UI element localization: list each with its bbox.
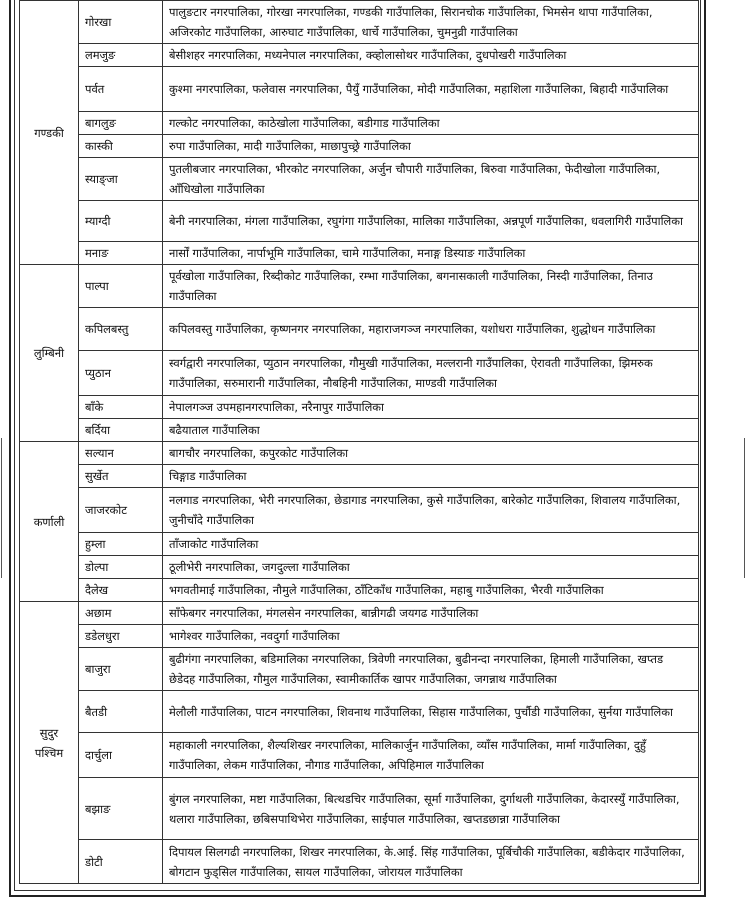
municipalities-cell: साँफेबगर नगरपालिका, मंगलसेन नगरपालिका, बान्नीगढी जयगढ गाउँपालिका	[163, 602, 699, 625]
municipalities-cell: नार्सों गाउँपालिका, नार्पाभूमि गाउँपालिका, चामे गाउँपालिका, मनाङ्ग डिस्याङ गाउँपालिका	[163, 242, 699, 265]
table-body	[20, 1, 699, 884]
table-row	[20, 44, 699, 67]
municipalities-cell: बुढीगंगा नगरपालिका, बडिमालिका नगरपालिका, त्रिवेणी नगरपालिका, बुढीनन्दा नगरपालिका, हिमाली गाउँपालिका, खप्तड छेडेदह गाउँपालिका, गौमुल गाउँपालिका, स्वामीकार्तिक खापर गाउँपालिका, जगन्नाथ गाउँपालिका	[163, 648, 699, 691]
province-cell: लुम्बिनी	[20, 265, 79, 442]
municipalities-cell: दिपायल सिलगढी नगरपालिका, शिखर नगरपालिका, के.आई. सिंह गाउँपालिका, पूर्बिचौकी गाउँपालिका, बडीकेदार गाउँपालिका, बोगटान फुड्सिल गाउँपालिका, सायल गाउँपालिका, जोरायल गाउँपालिका	[163, 840, 699, 884]
table-row	[20, 308, 699, 351]
district-cell: डोटी	[79, 840, 163, 884]
table-row	[20, 602, 699, 625]
table-row	[20, 533, 699, 556]
municipalities-cell: बागचौर नगरपालिका, कपुरकोट गाउँपालिका	[163, 442, 699, 465]
table-row	[20, 351, 699, 396]
table-row	[20, 465, 699, 488]
table-row	[20, 67, 699, 112]
edge-mark-right	[744, 438, 745, 578]
table-row	[20, 1, 699, 44]
municipalities-cell: भागेश्वर गाउँपालिका, नवदुर्गा गाउँपालिका	[163, 625, 699, 648]
municipalities-cell: चिङ्गाड गाउँपालिका	[163, 465, 699, 488]
table-row	[20, 648, 699, 691]
municipalities-cell: बढैयाताल गाउँपालिका	[163, 419, 699, 442]
municipalities-cell: बेसीशहर नगरपालिका, मध्यनेपाल नगरपालिका, क्व्होलासोथर गाउँपालिका, दुधपोखरी गाउँपालिका	[163, 44, 699, 67]
district-cell: स्याङ्जा	[79, 158, 163, 201]
municipalities-cell: स्वर्गद्वारी नगरपालिका, प्युठान नगरपालिका, गौमुखी गाउँपालिका, मल्लरानी गाउँपालिका, ऐरावती गाउँपालिका, झिमरुक गाउँपालिका, सरुमारानी गाउँपालिका, नौबहिनी गाउँपालिका, माण्डवी गाउँपालिका	[163, 351, 699, 396]
district-cell: लमजुङ	[79, 44, 163, 67]
district-cell: बझाङ	[79, 778, 163, 840]
table-row	[20, 579, 699, 602]
municipalities-cell: कपिलवस्तु गाउँपालिका, कृष्णनगर नगरपालिका, महाराजगञ्ज नगरपालिका, यशोधरा गाउँपालिका, शुद्धोधन गाउँपालिका	[163, 308, 699, 351]
municipalities-cell: ताँजाकोट गाउँपालिका	[163, 533, 699, 556]
table-row	[20, 112, 699, 135]
district-cell: कास्की	[79, 135, 163, 158]
table-row	[20, 135, 699, 158]
district-cell: सुर्खेत	[79, 465, 163, 488]
district-cell: डोल्पा	[79, 556, 163, 579]
table-row	[20, 691, 699, 733]
table-row	[20, 778, 699, 840]
district-cell: दैलेख	[79, 579, 163, 602]
district-cell: दार्चुला	[79, 733, 163, 778]
district-cell: मनाङ	[79, 242, 163, 265]
district-cell: पाल्पा	[79, 265, 163, 308]
municipalities-cell: कुश्मा नगरपालिका, फलेवास नगरपालिका, पैयुँ गाउँपालिका, मोदी गाउँपालिका, महाशिला गाउँपालिका, बिहादी गाउँपालिका	[163, 67, 699, 112]
table-row	[20, 733, 699, 778]
district-cell: बैतडी	[79, 691, 163, 733]
table-row	[20, 419, 699, 442]
municipalities-cell: नलगाड नगरपालिका, भेरी नगरपालिका, छेडागाड नगरपालिका, कुसे गाउँपालिका, बारेकोट गाउँपालिका, शिवालय गाउँपालिका, जुनीचाँदे गाउँपालिका	[163, 488, 699, 533]
district-municipality-table	[19, 0, 699, 884]
district-cell: अछाम	[79, 602, 163, 625]
municipalities-cell: बेनी नगरपालिका, मंगला गाउँपालिका, रघुगंगा गाउँपालिका, मालिका गाउँपालिका, अन्नपूर्ण गाउँपालिका, धवलागिरी गाउँपालिका	[163, 201, 699, 242]
district-cell: जाजरकोट	[79, 488, 163, 533]
municipalities-cell: रुपा गाउँपालिका, मादी गाउँपालिका, माछापुच्छ्रे गाउँपालिका	[163, 135, 699, 158]
district-cell: पर्वत	[79, 67, 163, 112]
municipalities-cell: ठूलीभेरी नगरपालिका, जगदुल्ला गाउँपालिका	[163, 556, 699, 579]
district-cell: डडेलधुरा	[79, 625, 163, 648]
table-row	[20, 488, 699, 533]
table-row	[20, 556, 699, 579]
table-row	[20, 265, 699, 308]
district-cell: गोरखा	[79, 1, 163, 44]
district-cell: प्युठान	[79, 351, 163, 396]
table-row	[20, 840, 699, 884]
district-cell: हुम्ला	[79, 533, 163, 556]
district-cell: म्याग्दी	[79, 201, 163, 242]
district-cell: कपिलबस्तु	[79, 308, 163, 351]
municipalities-cell: मेलौली गाउँपालिका, पाटन नगरपालिका, शिवनाथ गाउँपालिका, सिहास गाउँपालिका, पुर्चौडी गाउँपालिका, सुर्नया गाउँपालिका	[163, 691, 699, 733]
district-cell: बर्दिया	[79, 419, 163, 442]
district-cell: बाजुरा	[79, 648, 163, 691]
district-cell: बागलुङ	[79, 112, 163, 135]
municipalities-cell: पुतलीबजार नगरपालिका, भीरकोट नगरपालिका, अर्जुन चौपारी गाउँपालिका, बिरुवा गाउँपालिका, फेदीखोला गाउँपालिका, आँधिखोला गाउँपालिका	[163, 158, 699, 201]
province-cell: गण्डकी	[20, 1, 79, 265]
municipalities-cell: गल्कोट नगरपालिका, काठेखोला गाउँपालिका, बडीगाड गाउँपालिका	[163, 112, 699, 135]
municipalities-cell: बुंगल नगरपालिका, मष्टा गाउँपालिका, बित्थडचिर गाउँपालिका, सूर्मा गाउँपालिका, दुर्गाथली गाउँपालिका, केदारस्युँ गाउँपालिका, थलारा गाउँपालिका, छबिसपाथिभेरा गाउँपालिका, साईपाल गाउँपालिका, खप्तडछान्ना गाउँपालिका	[163, 778, 699, 840]
province-cell: सुदुर पश्चिम	[20, 602, 79, 884]
district-cell: बाँके	[79, 396, 163, 419]
municipalities-cell: पालुङटार नगरपालिका, गोरखा नगरपालिका, गण्डकी गाउँपालिका, सिरानचोक गाउँपालिका, भिमसेन थापा गाउँपालिका, अजिरकोट गाउँपालिका, आरुघाट गाउँपालिका, धार्चे गाउँपालिका, चुमनुव्री गाउँपालिका	[163, 1, 699, 44]
province-cell: कर्णाली	[20, 442, 79, 602]
table-row	[20, 201, 699, 242]
table-row	[20, 442, 699, 465]
table-row	[20, 242, 699, 265]
municipalities-cell: पूर्वखोला गाउँपालिका, रिब्दीकोट गाउँपालिका, रम्भा गाउँपालिका, बगनासकाली गाउँपालिका, निस्दी गाउँपालिका, तिनाउ गाउँपालिका	[163, 265, 699, 308]
municipalities-cell: भगवतीमाई गाउँपालिका, नौमुले गाउँपालिका, ठाँटिकाँध गाउँपालिका, महाबु गाउँपालिका, भैरवी गाउँपालिका	[163, 579, 699, 602]
municipalities-cell: नेपालगञ्ज उपमहानगरपालिका, नरैनापुर गाउँपालिका	[163, 396, 699, 419]
municipalities-cell: महाकाली नगरपालिका, शैल्यशिखर नगरपालिका, मालिकार्जुन गाउँपालिका, व्याँस गाउँपालिका, मार्मा गाउँपालिका, दुहुँ गाउँपालिका, लेकम गाउँपालिका, नौगाड गाउँपालिका, अपिहिमाल गाउँपालिका	[163, 733, 699, 778]
table-row	[20, 158, 699, 201]
district-cell: सल्यान	[79, 442, 163, 465]
edge-mark-left	[1, 438, 2, 578]
table-row	[20, 396, 699, 419]
table-row	[20, 625, 699, 648]
